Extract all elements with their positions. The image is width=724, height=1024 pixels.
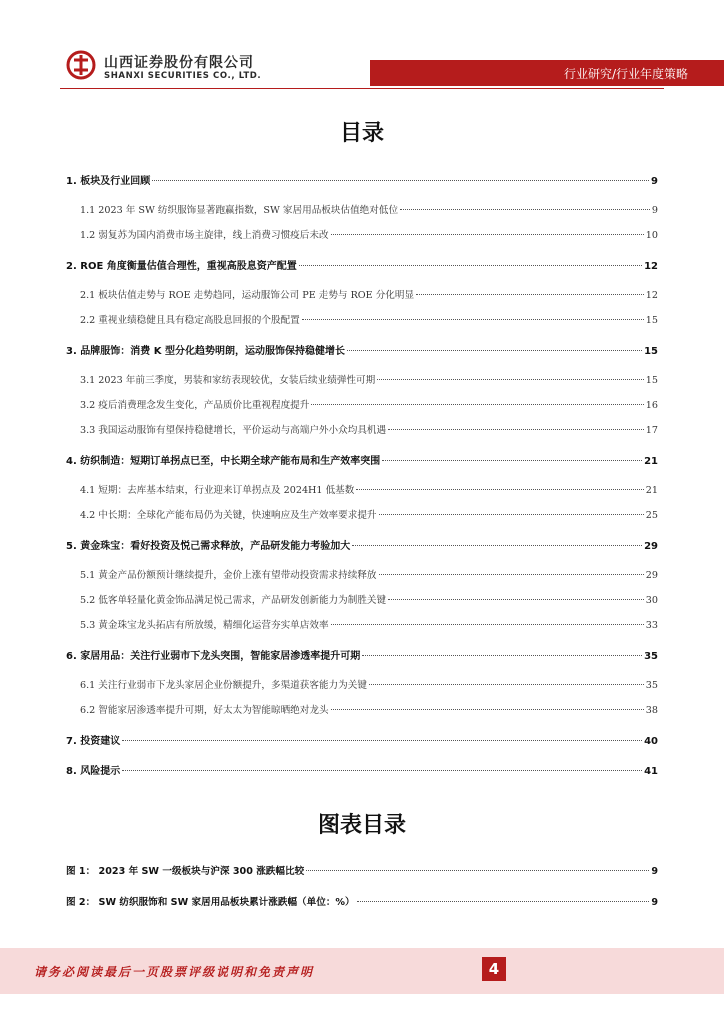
company-name-cn: 山西证券股份有限公司: [104, 55, 254, 71]
toc-entry[interactable]: 3.1 2023 年前三季度，男装和家纺表现较优，女装后续业绩弹性可期 15: [80, 375, 658, 386]
header-divider: [60, 88, 664, 89]
company-name-en: SHANXI SECURITIES CO., LTD.: [104, 71, 262, 81]
page-number: 4: [482, 957, 506, 981]
toc-entry[interactable]: 7. 投资建议 40: [66, 736, 658, 747]
header-band: [370, 60, 724, 86]
figure-entry[interactable]: 图 1： 2023 年 SW 一级板块与沪深 300 涨跌幅比较 9: [66, 866, 658, 877]
page-footer: [0, 948, 724, 994]
toc-entry[interactable]: 8. 风险提示 41: [66, 766, 658, 777]
toc-entry[interactable]: 6.1 关注行业弱市下龙头家居企业份额提升，多渠道获客能力为关键 35: [80, 680, 658, 691]
toc-entry[interactable]: 6.2 智能家居渗透率提升可期，好太太为智能晾晒绝对龙头 38: [80, 705, 658, 716]
toc-entry[interactable]: 2. ROE 角度衡量估值合理性，重视高股息资产配置 12: [66, 261, 658, 272]
figure-entry[interactable]: 图 2： SW 纺织服饰和 SW 家居用品板块累计涨跌幅（单位：%） 9: [66, 897, 658, 908]
toc-entry[interactable]: 1.2 弱复苏为国内消费市场主旋律，线上消费习惯疫后未改 10: [80, 230, 658, 241]
company-logo-icon: [66, 50, 96, 80]
toc-entry[interactable]: 1. 板块及行业回顾 9: [66, 176, 658, 187]
toc-entry[interactable]: 2.2 重视业绩稳健且具有稳定高股息回报的个股配置 15: [80, 315, 658, 326]
toc-entry[interactable]: 5.2 低客单轻量化黄金饰品满足悦己需求，产品研发创新能力为制胜关键 30: [80, 595, 658, 606]
toc-entry[interactable]: 2.1 板块估值走势与 ROE 走势趋同，运动服饰公司 PE 走势与 ROE 分化明显 12: [80, 290, 658, 301]
toc-entry[interactable]: 1.1 2023 年 SW 纺织服饰显著跑赢指数，SW 家居用品板块估值绝对低位 9: [80, 205, 658, 216]
toc-entry[interactable]: 5. 黄金珠宝：看好投资及悦己需求释放，产品研发能力考验加大 29: [66, 541, 658, 552]
toc-entry[interactable]: 3. 品牌服饰：消费 K 型分化趋势明朗，运动服饰保持稳健增长 15: [66, 346, 658, 357]
toc-entry[interactable]: 6. 家居用品：关注行业弱市下龙头突围，智能家居渗透率提升可期 35: [66, 651, 658, 662]
toc-entry[interactable]: 3.3 我国运动服饰有望保持稳健增长，平价运动与高端户外小众均具机遇 17: [80, 425, 658, 436]
toc-entry[interactable]: 4.1 短期：去库基本结束，行业迎来订单拐点及 2024H1 低基数 21: [80, 485, 658, 496]
disclaimer-text: 请务必阅读最后一页股票评级说明和免责声明: [34, 965, 315, 979]
report-type: 行业研究/行业年度策略: [563, 67, 688, 81]
toc-entry[interactable]: 4.2 中长期：全球化产能布局仍为关键，快速响应及生产效率要求提升 25: [80, 510, 658, 521]
page-header: [0, 0, 724, 95]
toc-entry[interactable]: 5.1 黄金产品份额预计继续提升，金价上涨有望带动投资需求持续释放 29: [80, 570, 658, 581]
toc-entry[interactable]: 3.2 疫后消费理念发生变化，产品质价比重视程度提升 16: [80, 400, 658, 411]
toc-entry[interactable]: 5.3 黄金珠宝龙头拓店有所放缓，精细化运营夯实单店效率 33: [80, 620, 658, 631]
toc-entry[interactable]: 4. 纺织制造：短期订单拐点已至，中长期全球产能布局和生产效率突围 21: [66, 456, 658, 467]
toc-title: 目录: [339, 121, 384, 146]
figures-title: 图表目录: [317, 813, 406, 838]
